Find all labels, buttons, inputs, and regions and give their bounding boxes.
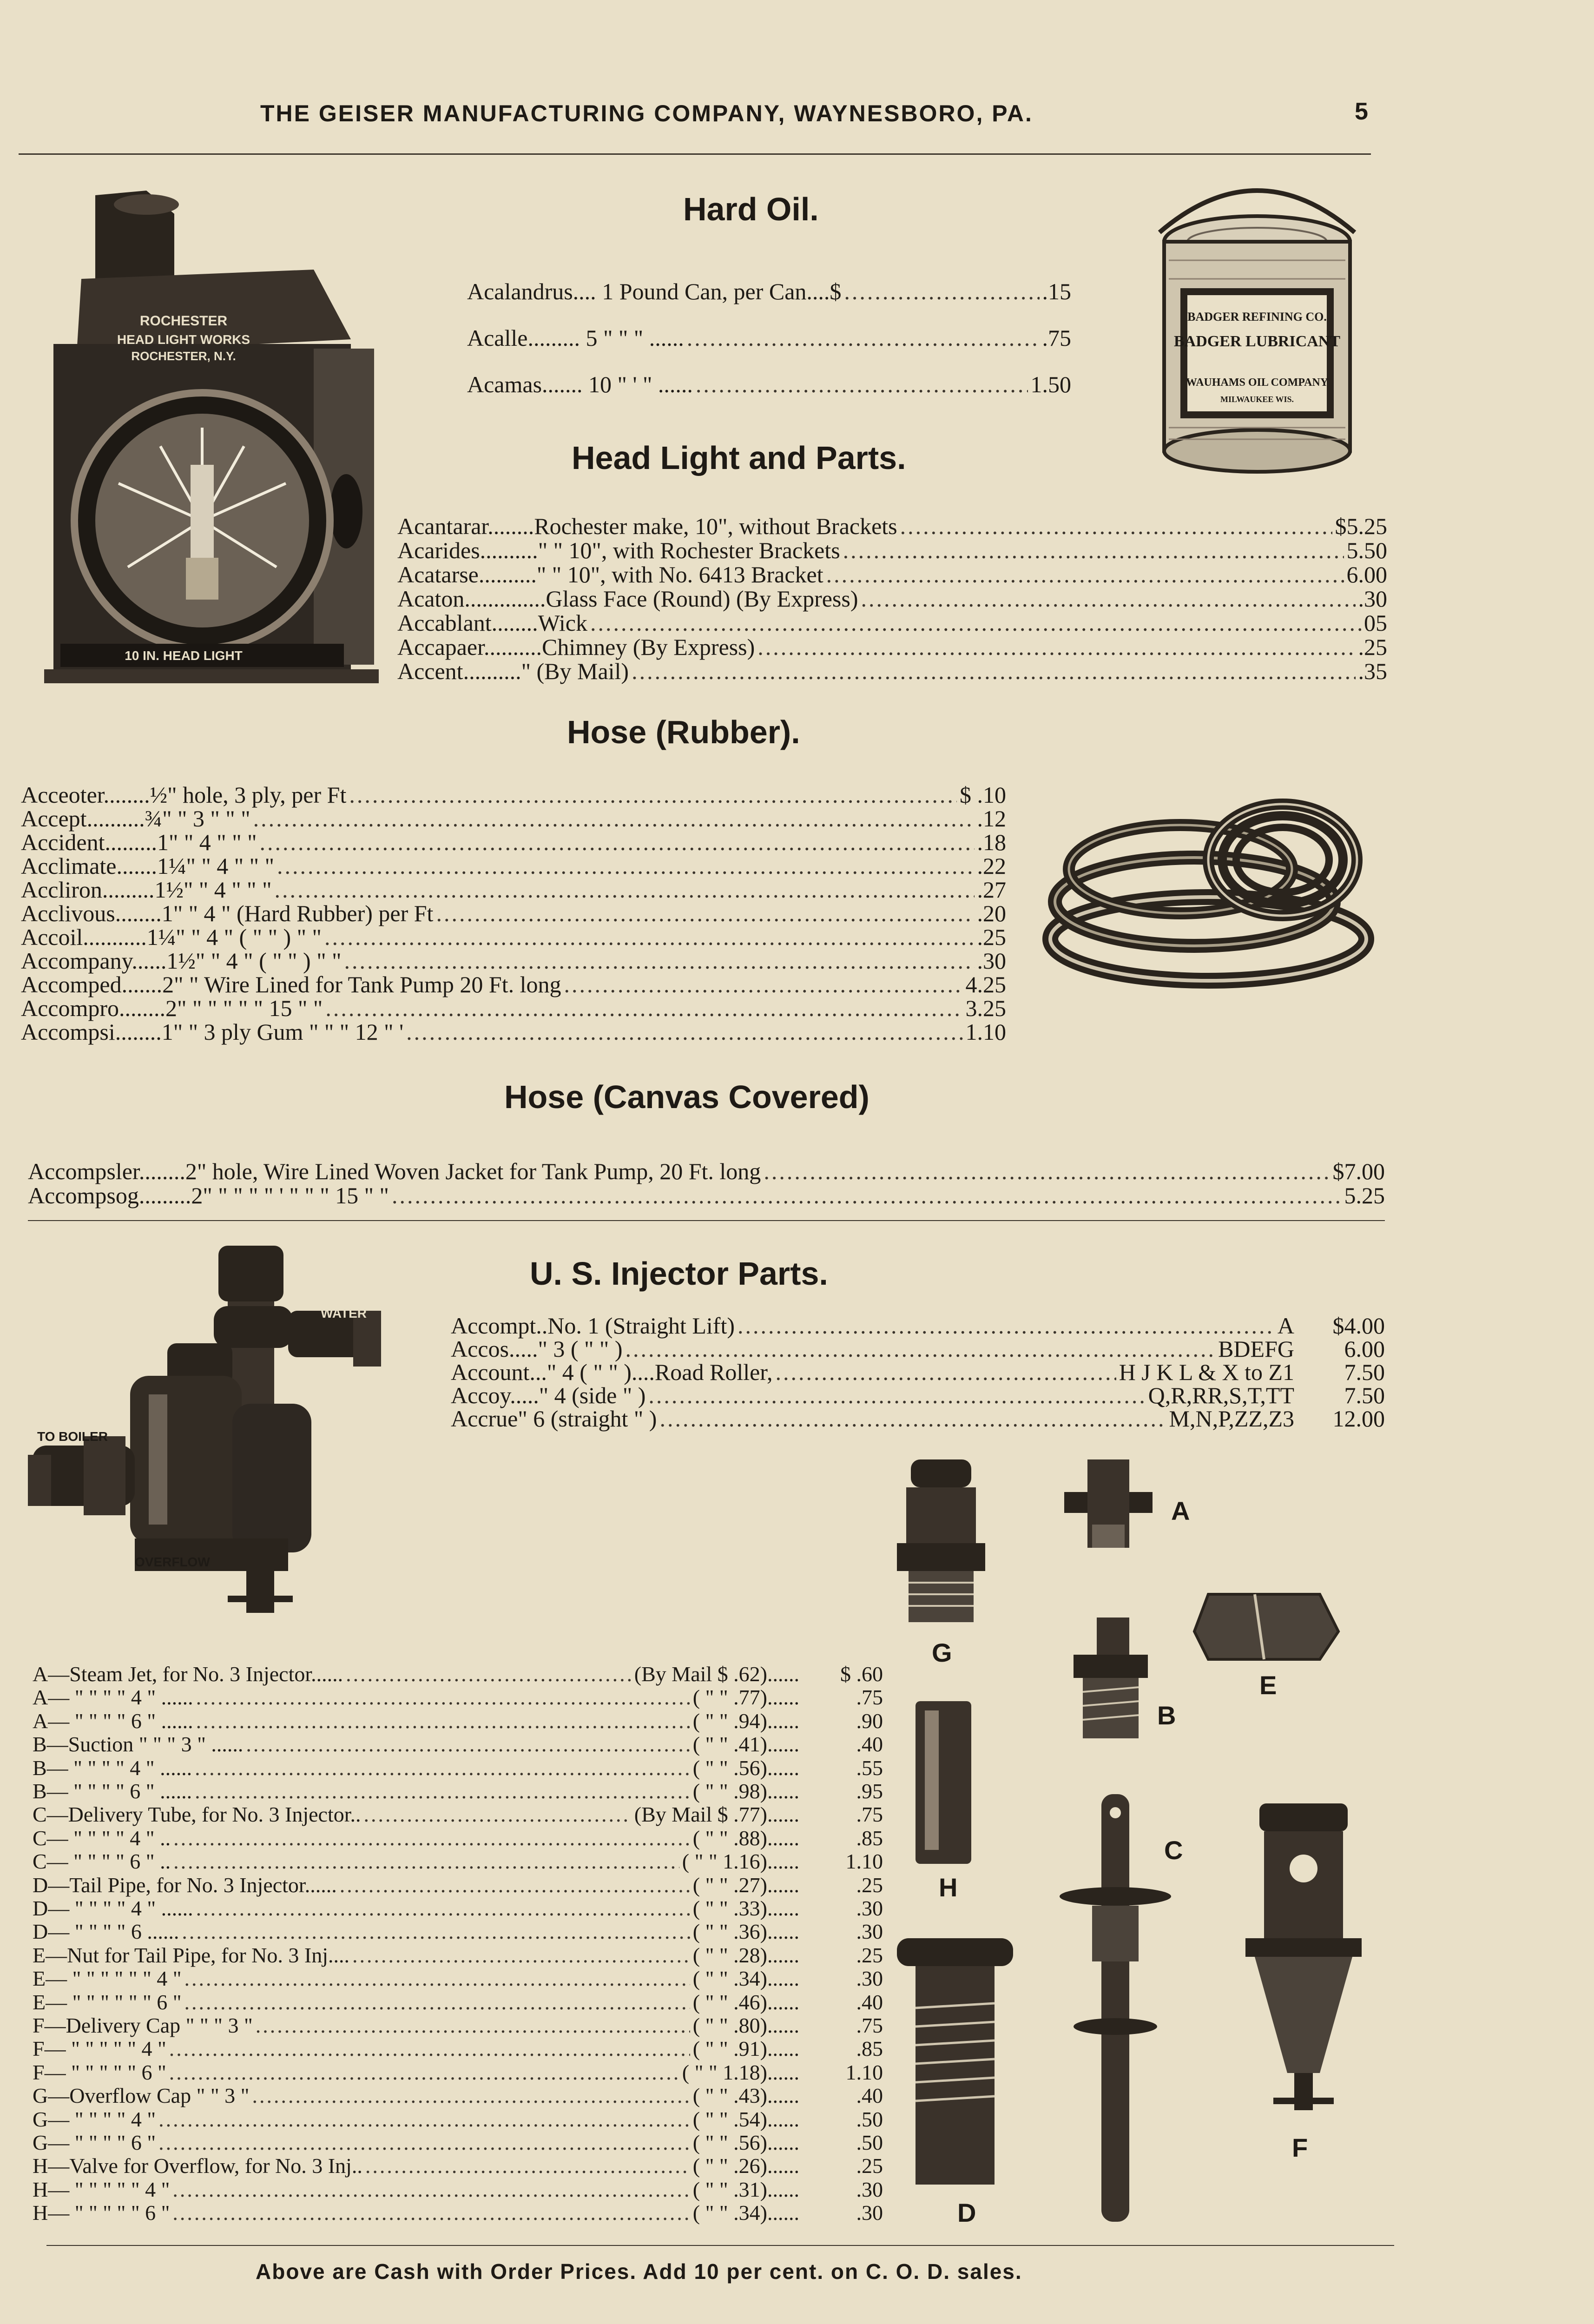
part-label-b: B — [1157, 1701, 1176, 1730]
parts-list-row: B—Suction " " " 3 " ...... ..... ( " " .41)...... .40 — [33, 1732, 883, 1757]
coiled-hose-illustration — [1041, 786, 1376, 995]
hose-rubber-row: Accompsi........ 1" " 3 ply Gum " " " 12 " ' ..... 1.10 — [21, 1019, 1006, 1044]
can-label-brand: BADGER LUBRICANT — [1174, 333, 1340, 350]
injector-row: Accos..... " 3 ( " " ) ..... BDEFG 6.00 — [451, 1336, 1385, 1361]
head-light-row: Acarides.......... " " 10", with Rochester Brackets ..... 5.50 — [397, 538, 1387, 563]
injector-row: Accoy..... " 4 (side " ) ..... Q,R,RR,S,T,TT 7.50 — [451, 1383, 1385, 1408]
part-label-g: G — [932, 1638, 952, 1667]
hose-rubber-row: Acclimate....... 1¼" " 4 " " " ..... .22 — [21, 853, 1006, 878]
part-label-e: E — [1259, 1670, 1277, 1700]
header-rule — [19, 153, 1371, 155]
grease-can-illustration — [1141, 167, 1373, 483]
lamp-label-line3: ROCHESTER, N.Y. — [131, 349, 236, 363]
parts-list-row: F— " " " " " 4 " ..... ( " " .91)...... .85 — [33, 2036, 883, 2061]
hose-rubber-row: Accompany...... 1½" " 4 " ( " " ) " " ..... .30 — [21, 948, 1006, 973]
head-light-title: Head Light and Parts. — [572, 440, 906, 476]
head-light-row: Acatarse.......... " " 10", with No. 6413 Bracket ..... 6.00 — [397, 562, 1387, 587]
hose-rubber-row: Accept.......... ¾" " 3 " " " ..... .12 — [21, 806, 1006, 831]
lamp-label-line1: ROCHESTER — [139, 313, 228, 329]
hose-canvas-row: Accompsog......... 2" " " " " ' " " " 15 " " ..... 5.25 — [28, 1183, 1385, 1208]
hose-rubber-title: Hose (Rubber). — [567, 714, 800, 750]
parts-list-row: C— " " " " 6 " .. ..... ( " " 1.16)...... 1.10 — [33, 1849, 883, 1874]
hose-rubber-row: Acclivous........ 1" " 4 " (Hard Rubber) per Ft ..... .20 — [21, 901, 1006, 926]
injector-row: Accompt.. No. 1 (Straight Lift) ..... A $4.00 — [451, 1313, 1385, 1338]
parts-list-row: C— " " " " 4 " .. ..... ( " " .88)...... .85 — [33, 1826, 883, 1851]
hose-rubber-row: Accoil........... 1¼" " 4 " ( " " ) " " ..... .25 — [21, 924, 1006, 950]
lamp-label-line2: HEAD LIGHT WORKS — [117, 332, 250, 347]
part-label-h: H — [939, 1873, 958, 1902]
head-light-row: Accablant........ Wick ..... 05 — [397, 610, 1387, 635]
head-light-row: Acantarar........ Rochester make, 10", without Brackets ..... $5.25 — [397, 514, 1387, 539]
parts-list-row: H— " " " " " 6 " ..... ( " " .34)...... .30 — [33, 2200, 883, 2225]
head-light-row: Accapaer.......... Chimney (By Express) ..... .25 — [397, 634, 1387, 660]
part-label-c: C — [1164, 1835, 1183, 1865]
injector-water-label: WATER — [321, 1306, 367, 1320]
parts-list-row: E— " " " " " " 4 " ..... ( " " .34)...... .30 — [33, 1966, 883, 1991]
parts-list-row: H—Valve for Overflow, for No. 3 Inj.. ..... ( " " .26)...... .25 — [33, 2153, 883, 2179]
part-label-d: D — [957, 2198, 976, 2227]
injector-illustration — [28, 1241, 400, 1636]
hose-rubber-row: Accomped....... 2" " Wire Lined for Tank Pump 20 Ft. long ..... 4.25 — [21, 972, 1006, 997]
hose-rubber-row: Acceoter........ ½" hole, 3 ply, per Ft ..... $ .10 — [21, 782, 1006, 807]
hose-rubber-row: Accident......... 1" " 4 " " " ..... .18 — [21, 830, 1006, 855]
injector-parts-illustration — [874, 1450, 1394, 2231]
parts-list-row: A— " " " " 6 " ...... ..... ( " " .94)...... .90 — [33, 1709, 883, 1734]
hose-canvas-title: Hose (Canvas Covered) — [504, 1079, 869, 1115]
parts-list-row: F— " " " " " 6 " ..... ( " " 1.18)...... 1.10 — [33, 2060, 883, 2085]
parts-list-row: E— " " " " " " 6 " ..... ( " " .46)...... .40 — [33, 1990, 883, 2015]
parts-list-row: D—Tail Pipe, for No. 3 Injector...... ..... ( " " .27)...... .25 — [33, 1873, 883, 1898]
injector-overflow-label: OVERFLOW — [135, 1555, 210, 1569]
hard-oil-row: Acalle......... 5 " " " ...... ..... .75 — [467, 325, 1071, 350]
parts-list-row: A— " " " " 4 " ...... ..... ( " " .77)...... .75 — [33, 1685, 883, 1710]
injector-title: U. S. Injector Parts. — [530, 1255, 828, 1292]
head-light-row: Accent.......... " (By Mail) ..... .35 — [397, 659, 1387, 684]
parts-list-row: G— " " " " 4 " ..... ( " " .54)...... .50 — [33, 2107, 883, 2132]
parts-list-row: G— " " " " 6 " ..... ( " " .56)...... .50 — [33, 2130, 883, 2155]
parts-list-row: F—Delivery Cap " " " 3 " ..... ( " " .80)...... .75 — [33, 2013, 883, 2038]
can-label-maker: WAUHAMS OIL COMPANY — [1186, 376, 1329, 389]
parts-list-row: D— " " " " 6 ...... ..... ( " " .36)...... .30 — [33, 1919, 883, 1944]
head-light-row: Acaton.............. Glass Face (Round) (By Express) ..... .30 — [397, 586, 1387, 611]
parts-list-row: C—Delivery Tube, for No. 3 Injector.. ..... (By Mail $ .77)...... .75 — [33, 1802, 883, 1827]
lamp-plate: 10 IN. HEAD LIGHT — [125, 648, 243, 663]
hard-oil-row: Acalandrus.... 1 Pound Can, per Can....$ ..... .15 — [467, 279, 1071, 304]
hose-rubber-row: Accompro........ 2" " " " " " 15 " " ..... 3.25 — [21, 996, 1006, 1021]
head-light-illustration — [26, 186, 388, 693]
page-number: 5 — [1355, 98, 1368, 125]
hose-canvas-row: Accompsler........ 2" hole, Wire Lined Woven Jacket for Tank Pump, 20 Ft. long ..... $7.00 — [28, 1159, 1385, 1184]
footer-rule — [46, 2245, 1394, 2246]
parts-list-row: E—Nut for Tail Pipe, for No. 3 Inj.... ..... ( " " .28)...... .25 — [33, 1943, 883, 1968]
section-rule — [28, 1220, 1385, 1221]
injector-boiler-label: TO BOILER — [37, 1429, 108, 1444]
injector-row: Account... " 4 ( " " )....Road Roller, ..... H J K L & X to Z1 7.50 — [451, 1360, 1385, 1385]
page-header: THE GEISER MANUFACTURING COMPANY, WAYNESBORO, PA. — [260, 100, 1033, 126]
injector-row: Accrue " 6 (straight " ) ..... M,N,P,ZZ,Z3 12.00 — [451, 1406, 1385, 1431]
part-label-a: A — [1171, 1496, 1190, 1525]
hard-oil-title: Hard Oil. — [683, 191, 819, 227]
hard-oil-row: Acamas....... 10 " ' " ...... ..... 1.50 — [467, 372, 1071, 397]
parts-list-row: H— " " " " " 4 " ..... ( " " .31)...... .30 — [33, 2177, 883, 2202]
footer-note: Above are Cash with Order Prices. Add 10 per cent. on C. O. D. sales. — [256, 2259, 1022, 2284]
parts-list-row: B— " " " " 6 " ...... ..... ( " " .98)...... .95 — [33, 1779, 883, 1804]
parts-list-row: B— " " " " 4 " ...... ..... ( " " .56)...... .55 — [33, 1756, 883, 1781]
can-label-top: BADGER REFINING CO. — [1187, 310, 1327, 324]
part-label-f: F — [1292, 2133, 1308, 2162]
can-label-city: MILWAUKEE WIS. — [1220, 395, 1294, 404]
parts-list-row: D— " " " " 4 " ...... ..... ( " " .33)...... .30 — [33, 1896, 883, 1921]
parts-list-row: G—Overflow Cap " " 3 " ..... ( " " .43)...... .40 — [33, 2083, 883, 2108]
parts-list-row: A—Steam Jet, for No. 3 Injector...... ..... (By Mail $ .62)...... $ .60 — [33, 1662, 883, 1687]
hose-rubber-row: Accliron......... 1½" " 4 " " " ..... .27 — [21, 877, 1006, 902]
